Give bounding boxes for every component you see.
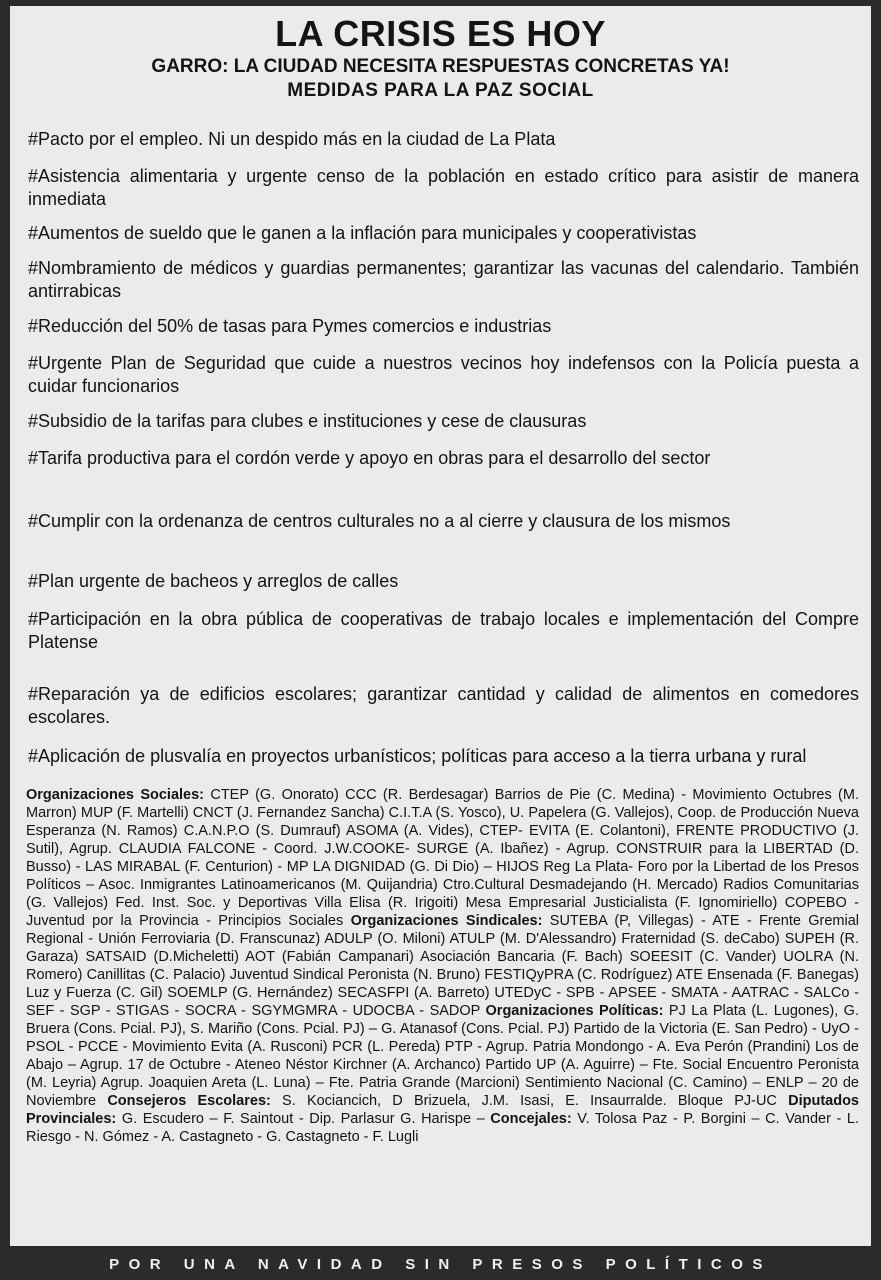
label-organizaciones-sindicales: Organizaciones Sindicales: [350,913,543,929]
measure-item: #Asistencia alimentaria y urgente censo de la población en estado crítico para asistir de manera inmediata [28,166,859,209]
measure-item: #Tarifa productiva para el cordón verde y apoyo en obras para el desarrollo del sector [28,448,711,468]
measure-item: #Subsidio de la tarifas para clubes e instituciones y cese de clausuras [28,411,587,431]
organizaciones-politicas-text: PJ La Plata (L. Lugones), G. Bruera (Cons. Pcial. PJ), S. Mariño (Cons. Pcial. PJ) – G. Atanasof (Cons. Pcial. PJ) Partido de la Victoria (E. San Pedro) - UyO - PSOL - PCCE - Movimiento Evita (A. Rusconi) PCR (L. Pereda) PTP - Agrup. Patria Mondongo - A. Eva Perón (Prandini) Los de Abajo – Agrup. 17 de Octubre - Ateneo Néstor Kirchner (A. Archanco) Partido UP (A. Aguirre) – Fte. Social Encuentro Peronista (M. Leyria) Agrup. Joaquien Areta (L. Luna) – Fte. Patria Grande (Marcioni) Sentimiento Nacional (C. Camino) – ENLP – 20 de Noviembre [26,1003,859,1109]
measure-item: #Urgente Plan de Seguridad que cuide a nuestros vecinos hoy indefensos con la Policía puesta a cuidar funcionarios [28,353,859,396]
measure-item: #Aplicación de plusvalía en proyectos urbanísticos; políticas para acceso a la tierra urbana y rural [28,746,807,766]
measure-item: #Nombramiento de médicos y guardias permanentes; garantizar las vacunas del calendario. También antirrabicas [28,258,859,301]
organizaciones-sociales-text: CTEP (G. Onorato) CCC (R. Berdesagar) Barrios de Pie (C. Medina) - Movimiento Octubres (M. Marron) MUP (F. Martelli) CNCT (J. Fernandez Sancha) C.I.T.A (S. Yosco), U. Papelera (G. Vallejos), Coop. de Producción Nueva Esperanza (N. Ramos) C.A.N.P.O (S. Dumrauf) ASOMA (A. Vides), CTEP- EVITA (E. Colantoni), FRENTE PRODUCTIVO (J. Sutil), Agrup. CLAUDIA FALCONE - Coord. J.W.COOKE- SURGE (A. Ibañez) - Agrup. CONSTRUIR para la LIBERTAD (D. Busso) - LAS MIRABAL (F. Centurion) - MP LA DIGNIDAD (G. Di Dio) – HIJOS Reg La Plata- Foro por la Libertad de los Presos Políticos – Asoc. Inmigrantes Latinoamericanos (M. Quijandria) Ctro.Cultural Desmadejando (H. Mercado) Radios Comunitarias (G. Vallejos) Fed. Inst. Soc. y Deportivas Villa Elisa (R. Irigoiti) Mesa Empresarial Justicialista (F. Ignomiriello) COPEBO - Juventud por la Provincia - Principios Sociales [26,787,859,929]
measure-item: #Reparación ya de edificios escolares; garantizar cantidad y calidad de alimentos en comedores escolares. [28,684,859,727]
subtitle-measures: MEDIDAS PARA LA PAZ SOCIAL [287,80,594,101]
page-title: LA CRISIS ES HOY [275,13,606,54]
measure-item: #Pacto por el empleo. Ni un despido más en la ciudad de La Plata [28,129,556,149]
footer-banner: POR UNA NAVIDAD SIN PRESOS POLÍTICOS [0,1250,881,1280]
label-organizaciones-sociales: Organizaciones Sociales: [26,787,204,803]
label-organizaciones-politicas: Organizaciones Políticas: [485,1003,664,1019]
newspaper-ad [10,6,871,1246]
label-consejeros-escolares: Consejeros Escolares: [107,1093,271,1109]
measure-item: #Aumentos de sueldo que le ganen a la inflación para municipales y cooperativistas [28,223,697,243]
label-diputados-provinciales: Diputados Provinciales: [26,1093,859,1127]
consejeros-escolares-text: S. Kociancich, D Brizuela, J.M. Isasi, E. Insaurralde. Bloque PJ-UC [270,1093,789,1109]
subtitle: GARRO: LA CIUDAD NECESITA RESPUESTAS CONCRETAS YA! [151,56,730,77]
organizations-list [26,786,859,1146]
measure-item: #Cumplir con la ordenanza de centros culturales no a al cierre y clausura de los mismos [28,511,731,531]
measure-item: #Reducción del 50% de tasas para Pymes comercios e industrias [28,316,552,336]
concejales-text: V. Tolosa Paz - P. Borgini – C. Vander - L. Riesgo - N. Gómez - A. Castagneto - G. Castagneto - F. Lugli [26,1111,859,1145]
label-concejales: Concejales: [490,1111,572,1127]
measure-item: #Participación en la obra pública de cooperativas de trabajo locales e implementación del Compre Platense [28,609,859,652]
diputados-provinciales-text: G. Escudero – F. Saintout - Dip. Parlasur G. Harispe – [116,1111,491,1127]
organizaciones-sindicales-text: SUTEBA (P, Villegas) - ATE - Frente Gremial Regional - Unión Ferroviaria (D. Franscunaz) ADULP (O. Miloni) ATULP (M. D'Alessandro) Fraternidad (S. deCabo) SUPEH (R. Garaza) SATSAID (D.Micheletti) AOT (Fabián Campanari) Asociación Bancaria (F. Bach) SOEESIT (C. Vander) UOLRA (N. Romero) Canillitas (C. Palacio) Juventud Sindical Peronista (N. Bruno) FESTIQyPRA (C. Rodríguez) ATE Ensenada (F. Banegas) Luz y Fuerza (C. Gil) SOEMLP (G. Hernández) SECASFPI (A. Barreto) UTEDyC - SPB - APSEE - SMATA - AATRAC - SALCo - SEF - SGP - STIGAS - SOCRA - SGYMGMRA - UDOCBA - SADOP [26,913,859,1019]
measure-item: #Plan urgente de bacheos y arreglos de calles [28,571,399,591]
header [10,14,871,102]
